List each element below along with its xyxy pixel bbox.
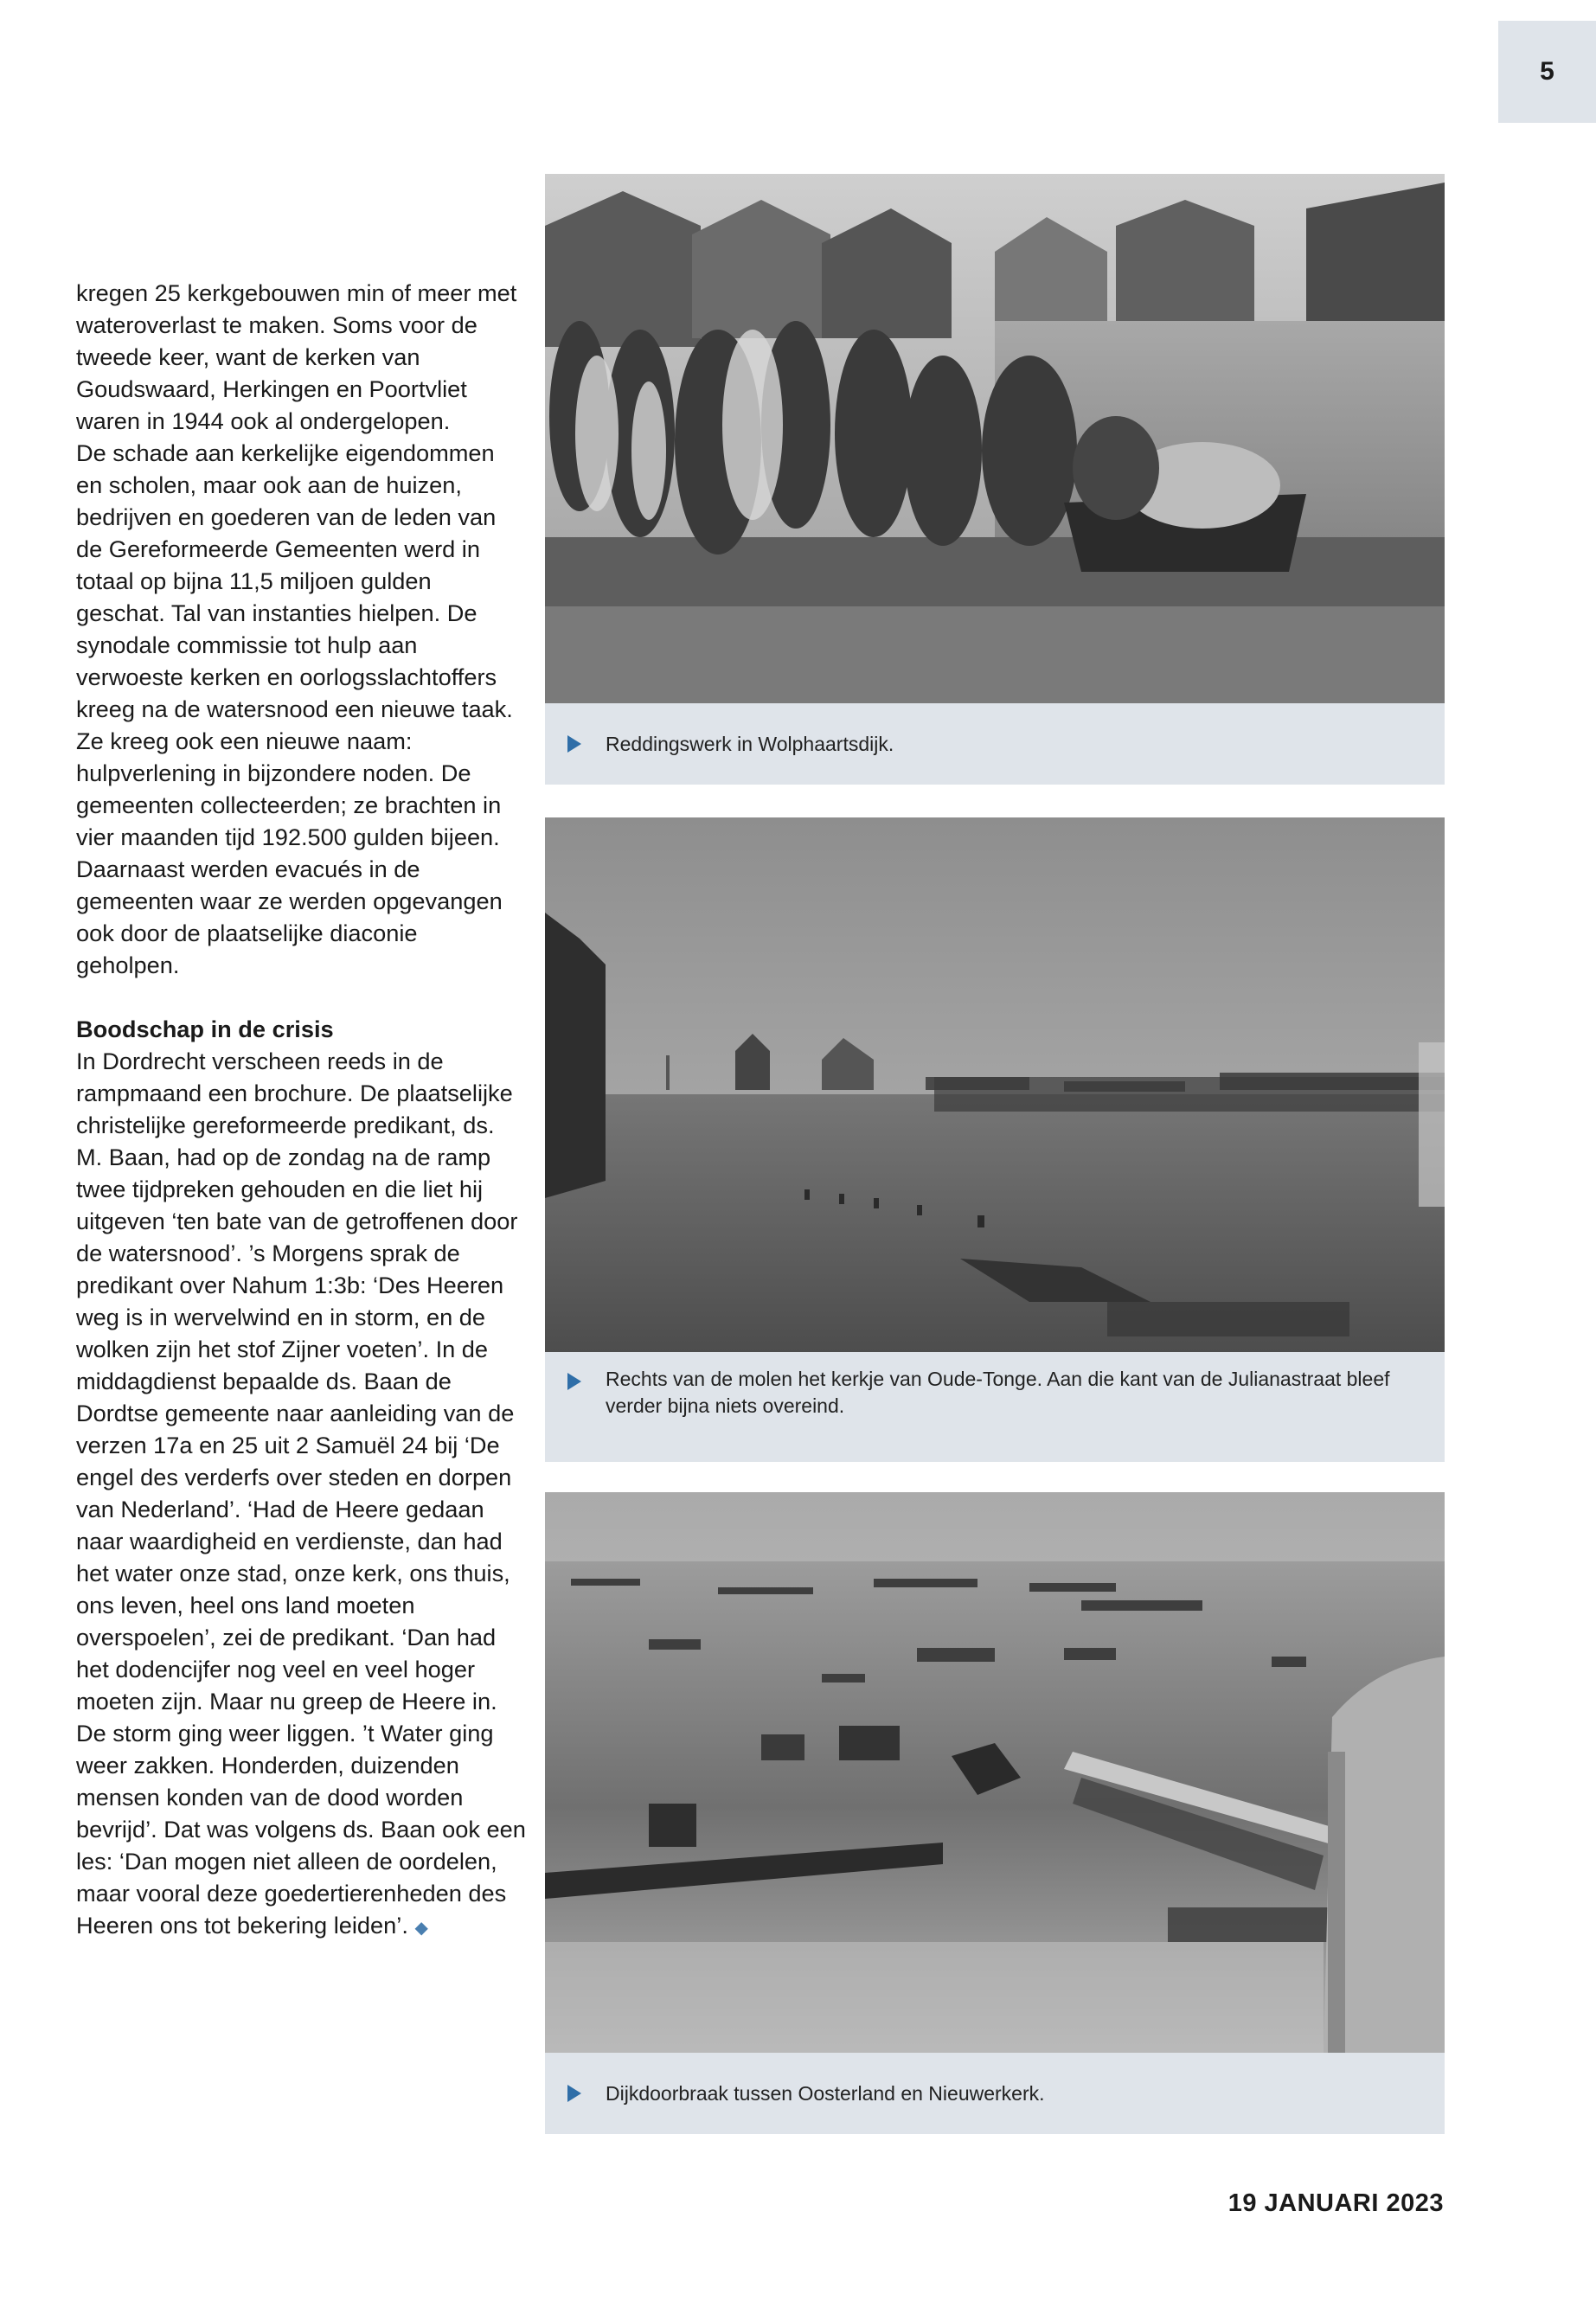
photo-dike-breach (545, 1492, 1445, 2053)
photo-rescue-wolphaartsdijk (545, 174, 1445, 703)
photo-oude-tonge (545, 817, 1445, 1352)
caption-text: Reddingswerk in Wolphaartsdijk. (606, 732, 894, 755)
end-mark-icon: ◆ (414, 1919, 428, 1938)
figure-caption (545, 703, 1445, 785)
caption-arrow-icon (567, 2085, 581, 2102)
page-number: 5 (1540, 57, 1554, 86)
figure-caption (545, 2053, 1445, 2134)
article-paragraph-2: De schade aan kerkelijke eigendommen en scholen, maar ook aan de huizen, bedrijven en goederen van de leden van de Gereformeerde Gemeenten werd in totaal op bijna 11,5 miljoen gulden geschat. Tal van instanties hielpen. De synodale commissie tot hulp aan verwoeste kerken en oorlogsslachtoffers kreeg na de watersnood een nieuwe taak. Ze kreeg ook een nieuwe naam: hulpverlening in bijzondere noden. De gemeenten collecteerden; ze brachten in vier maanden tijd 192.500 gulden bijeen. Daarnaast werden evacués in de gemeenten waar ze werden opgevangen ook door de plaatselijke diaconie geholpen. (76, 439, 513, 978)
figure-caption (545, 1352, 1445, 1462)
caption-arrow-icon (567, 1373, 581, 1390)
caption-text: Rechts van de molen het kerkje van Oude-Tonge. Aan die kant van de Julianastraat bleef verder bijna niets overeind. (606, 1368, 1390, 1417)
article-paragraph-1: kregen 25 kerkgebouwen min of meer met wateroverlast te maken. Soms voor de tweede keer, want de kerken van Goudswaard, Herkingen en Poortvliet waren in 1944 ook al ondergelopen. (76, 279, 517, 434)
article-paragraph-3: In Dordrecht verscheen reeds in de rampmaand een brochure. De plaatselijke christelijke gereformeerde predikant, ds. M. Baan, had op de zondag na de ramp twee tijdpreken gehouden en die liet hij uitgeven ‘ten bate van de getroffenen door de watersnood’. ’s Morgens sprak de predikant over Nahum 1:3b: ‘Des Heeren weg is in wervelwind en in storm, en de wolken zijn het stof Zijner voeten’. In de middagdienst bepaalde ds. Baan de Dordtse gemeente naar aanleiding van de verzen 17a en 25 uit 2 Samuël 24 bij ‘De engel des verderfs over steden en dorpen van Nederland’. ‘Had de Heere gedaan naar waardigheid en verdienste, dan had het water onze stad, onze kerk, ons thuis, ons leven, heel ons land moeten overspoelen’, zei de predikant. ‘Dan had het dodencijfer nog veel en veel hoger moeten zijn. Maar nu greep de Heere in. De storm ging weer liggen. ’t Water ging weer zakken. Honderden, duizenden mensen konden van de dood worden bevrijd’. Dat was volgens ds. Baan ook een les: ‘Dan mogen niet alleen de oordelen, maar vooral deze goedertierenheden des Heeren ons tot bekering leiden’. ◆ (76, 1048, 526, 1939)
section-heading: Boodschap in de crisis (76, 1016, 334, 1042)
caption-arrow-icon (567, 735, 581, 753)
article-text-column (76, 277, 526, 1945)
issue-date: 19 JANUARI 2023 (1227, 2189, 1444, 2217)
caption-text: Dijkdoorbraak tussen Oosterland en Nieuwerkerk. (606, 2081, 1045, 2105)
figure-oude-tonge (545, 817, 1445, 1462)
figure-rescue (545, 174, 1445, 785)
page-number-tab (1498, 21, 1596, 123)
figure-dike-breach (545, 1492, 1445, 2134)
